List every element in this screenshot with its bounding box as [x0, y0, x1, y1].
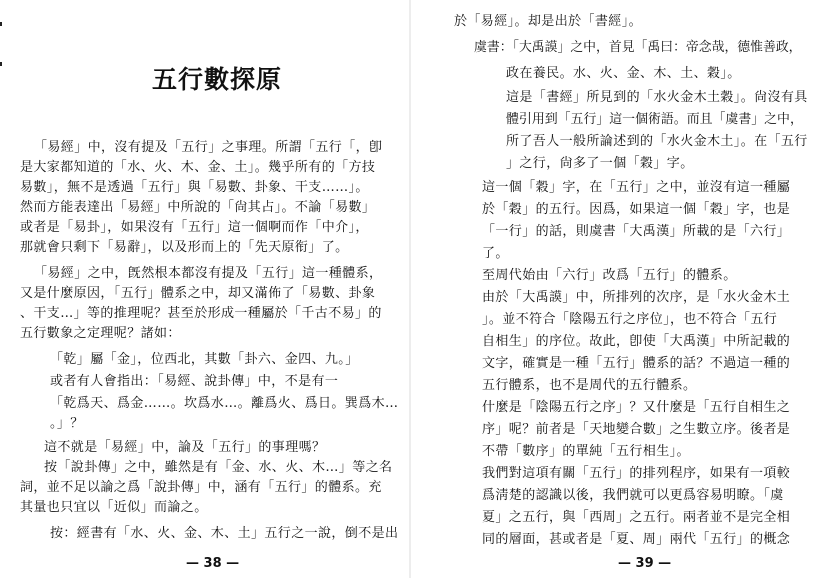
right-text-line: 」。並不符合「陰陽五行之序位」，也不符合「五行	[482, 312, 778, 327]
left-text-line: 其量也只宜以「近似」而論之。	[20, 500, 208, 515]
right-text-line: 夏」之五行，與「西周」之五行。兩者並不是完全相	[482, 510, 791, 525]
left-text-line: 、干支…」等的推理呢？甚至於形成一種屬於「千古不易」的	[20, 306, 382, 321]
right-text-line: 至周代始由「六行」改爲「五行」的體系。	[482, 268, 737, 283]
left-text-line: 。」？	[50, 416, 84, 431]
left-text-line: 易數」，無不是透過「五行」與「易數、卦象、干支……」。	[20, 180, 369, 195]
right-text-line: 這一個「穀」字，在「五行」之中，並沒有這一種屬	[482, 180, 791, 195]
right-text-line: 虞書：「大禹謨」之中，首見「禹曰：帝念哉，德惟善政，	[474, 40, 802, 55]
left-text-line: 按：經書有「水、火、金、木、土」五行之一說，倒不是出	[50, 526, 399, 541]
right-text-line: 我們對這項有關「五行」的排列程序，如果有一項較	[482, 466, 791, 481]
right-text-line: 爲淸楚的認識以後，我們就可以更爲容易明瞭。「虞	[482, 488, 784, 503]
left-text-line: 又是什麼原因，「五行」體系之中，却又滿佈了「易數、卦象	[20, 286, 376, 301]
left-text-line: 或者是「易卦」，如果沒有「五行」這一個啊而作「中介」，	[20, 220, 369, 235]
left-text-line: 這不就是「易經」中，論及「五行」的事理嗎？	[44, 440, 326, 455]
right-text-line: 自相生」的序位。故此，卽使「大禹漢」中所記載的	[482, 334, 791, 349]
left-text-line: 「乾」屬「金」，位西北，其數「卦六、金四、九。」	[50, 352, 359, 367]
right-text-line: 所了吾人一般所論述到的「水火金木土」。在「五行	[506, 134, 808, 149]
left-text-line: 「易經」之中，旣然根本都沒有提及「五行」這一種體系，	[34, 266, 383, 281]
right-page	[412, 0, 822, 578]
right-text-line: 文字，確實是一種「五行」體系的話？不過這一種的	[482, 356, 791, 371]
right-text-line: 這是「書經」所見到的「水火金木土穀」。尙沒有具	[506, 90, 808, 105]
right-text-line: 於「穀」的五行。因爲，如果這一個「穀」字，也是	[482, 202, 791, 217]
right-text-line: 由於「大禹謨」中，所排列的次序，是「水火金木土	[482, 290, 791, 305]
right-text-line: 什麼是「陰陽五行之序」？又什麼是「五行自相生之	[482, 400, 791, 415]
right-text-line: 」之行，尙多了一個「穀」字。	[506, 156, 694, 171]
right-text-line: 了。	[482, 246, 509, 261]
left-page	[0, 0, 410, 578]
left-text-line: 五行數象之定理呢？諸如：	[20, 326, 181, 341]
right-text-line: 體引用到「五行」這一個術語。而且「虞書」之中，	[506, 112, 803, 127]
left-text-line: 按「說卦傳」之中，雖然是有「金、水、火、木…」等之名	[44, 460, 393, 475]
left-text-line: 那就會只剩下「易辭」，以及形而上的「先天原衔」了。	[20, 240, 349, 255]
right-text-line: 五行體系，也不是周代的五行體系。	[482, 378, 697, 393]
right-text-line: 於「易經」。却是出於「書經」。	[454, 14, 643, 29]
left-text-line: 是大家都知道的「水、火、木、金、土」。幾乎所有的「方技	[20, 160, 376, 175]
right-text-line: 序」呢？前者是「天地變合數」之生數立序。後者是	[482, 422, 791, 437]
page-number-right: — 39 —	[618, 556, 672, 571]
left-text-line: 然而方能表達出「易經」中所說的「尙其占」。不論「易數」	[20, 200, 376, 215]
left-text-line: 「乾爲天、爲金……。坎爲水…。離爲火、爲日。巽爲木…	[50, 396, 399, 411]
left-text-line: 或者有人會指出：「易經、說卦傳」中，不是有一	[50, 374, 339, 389]
right-text-line: 政在養民。水、火、金、木、土、穀」。	[506, 66, 741, 81]
left-text-line: 詞，並不足以論之爲「說卦傳」中，涵有「五行」的體系。充	[20, 480, 382, 495]
right-text-line: 「一行」的話，則虞書「大禹漢」所載的是「六行」	[482, 224, 791, 239]
left-text-line: 「易經」中，沒有提及「五行」之事理。所謂「五行「，卽	[34, 140, 383, 155]
right-text-line: 同的層面，甚或者是「夏、周」兩代「五行」的概念	[482, 532, 791, 547]
chapter-title: 五行數探原	[152, 65, 283, 94]
page-number-left: — 38 —	[186, 556, 240, 571]
right-text-line: 不帶「數序」的單純「五行相生」。	[482, 444, 690, 459]
